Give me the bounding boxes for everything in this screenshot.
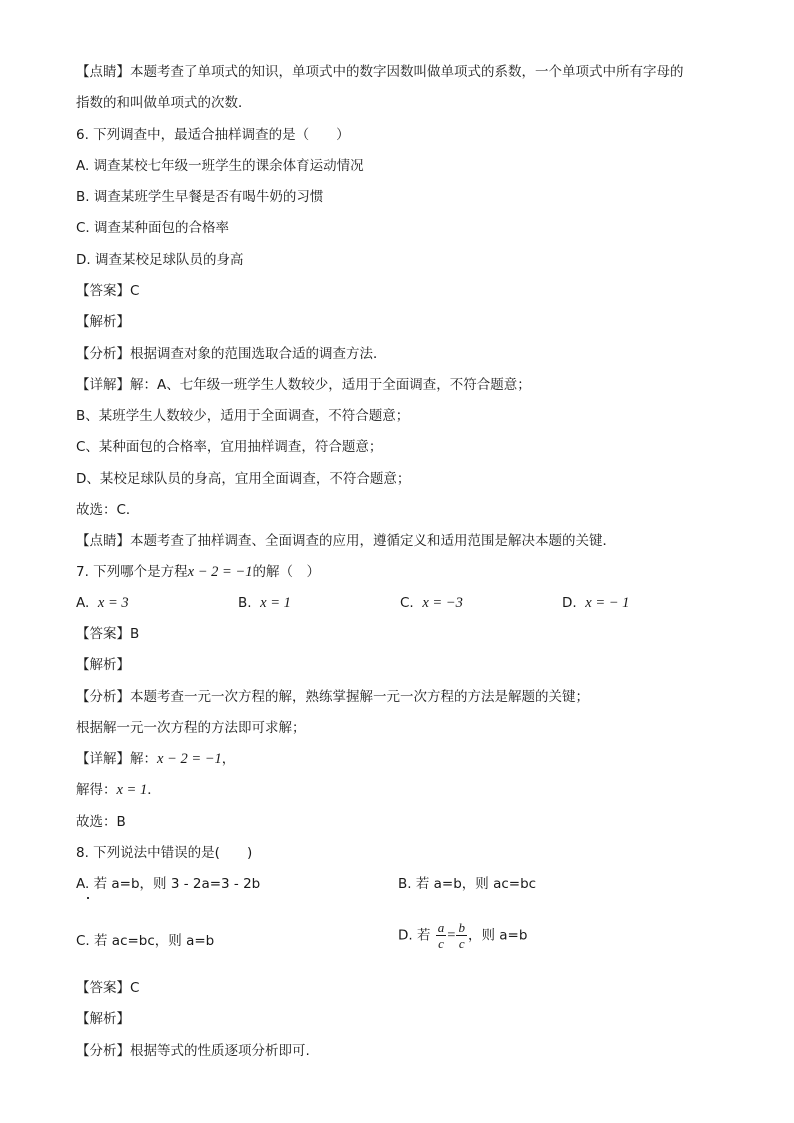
q6-guxuan: 故选：C． (76, 502, 140, 518)
q6-jiexi: 【解析】 (76, 314, 130, 330)
q6-option-d: D. 调查某校足球队员的身高 (76, 252, 244, 268)
q8-fenxi: 【分析】根据等式的性质逐项分析即可. (76, 1043, 310, 1059)
q7-option-b (238, 594, 291, 612)
q7-option-d-expr: x = − 1 (585, 595, 630, 611)
q7-guxuan: 故选：B (76, 814, 126, 830)
q7-option-d (562, 594, 629, 612)
q6-fenxi: 【分析】根据调查对象的范围选取合适的调查方法． (76, 346, 387, 362)
q7-answer: 【答案】B (76, 626, 140, 642)
q6-xiangjie: 【详解】解：A、七年级一班学生人数较少，适用于全面调查，不符合题意； (76, 377, 531, 393)
q7-jiede (76, 781, 161, 799)
q8-jiexi: 【解析】 (76, 1011, 130, 1027)
q8-option-c: C. 若 ac=bc，则 a=b (76, 933, 215, 949)
q8-option-d-equals: = (447, 927, 456, 944)
q6-option-b: B. 调查某班学生早餐是否有喝牛奶的习惯 (76, 189, 324, 205)
q7-option-c (400, 594, 463, 612)
q7-xiangjie-equation: x − 2 = −1 (157, 751, 222, 767)
q7-stem-equation: x − 2 = −1 (187, 564, 253, 580)
q8-answer: 【答案】C (76, 980, 140, 996)
q7-option-c-letter: C. (400, 595, 414, 611)
q7-jiexi: 【解析】 (76, 657, 130, 673)
q8-option-b: B. 若 a=b，则 ac=bc (398, 876, 537, 892)
q6-answer: 【答案】C (76, 283, 140, 299)
q5-dianjing-line2: 指数的和叫做单项式的次数． (76, 95, 252, 111)
q7-xiangjie-post: ， (221, 751, 236, 767)
fraction-b-denominator: c (458, 936, 465, 951)
q6-dianjing: 【点睛】本题考查了抽样调查、全面调查的应用，遵循定义和适用范围是解决本题的关键． (76, 533, 616, 549)
stray-dot (87, 897, 89, 899)
fraction-a-numerator: a (437, 920, 445, 935)
q7-option-b-letter: B. (238, 595, 252, 611)
q7-stem (76, 563, 320, 581)
q7-stem-post: 的解（ ） (252, 564, 320, 580)
q7-fenxi-2: 根据解一元一次方程的方法即可求解； (76, 720, 306, 736)
q6-stem: 6. 下列调查中，最适合抽样调查的是（ ） (76, 127, 350, 143)
q6-detail-c: C、某种面包的合格率，宜用抽样调查，符合题意； (76, 439, 383, 455)
q7-jiede-equation: x = 1 (116, 782, 148, 798)
q7-xiangjie (76, 750, 235, 768)
q6-detail-d: D、某校足球队员的身高，宜用全面调查，不符合题意； (76, 471, 411, 487)
q7-option-a-letter: A. (76, 595, 90, 611)
fraction-a-over-c (436, 920, 447, 951)
q6-detail-b: B、某班学生人数较少，适用于全面调查，不符合题意； (76, 408, 410, 424)
q7-xiangjie-pre: 【详解】解： (76, 751, 157, 767)
q7-jiede-post: ． (147, 782, 161, 798)
q7-jiede-pre: 解得： (76, 782, 117, 798)
q8-option-d-post: ，则 a=b (467, 927, 528, 944)
q8-option-d (398, 920, 527, 951)
q7-fenxi: 【分析】本题考查一元一次方程的解，熟练掌握解一元一次方程的方法是解题的关键； (76, 689, 589, 705)
q7-option-a-expr: x = 3 (97, 595, 129, 611)
fraction-b-over-c (456, 920, 467, 951)
q7-stem-pre: 7. 下列哪个是方程 (76, 564, 188, 580)
q8-stem: 8. 下列说法中错误的是( ) (76, 845, 253, 861)
q8-option-d-pre: D. 若 (398, 927, 431, 944)
q7-option-d-letter: D. (562, 595, 577, 611)
q6-option-a: A. 调查某校七年级一班学生的课余体育运动情况 (76, 158, 364, 174)
q6-option-c: C. 调查某种面包的合格率 (76, 220, 230, 236)
q7-option-a (76, 594, 129, 612)
q5-dianjing-line1: 【点睛】本题考查了单项式的知识，单项式中的数字因数叫做单项式的系数，一个单项式中所有字母的 (76, 64, 684, 80)
q7-option-b-expr: x = 1 (260, 595, 291, 611)
fraction-b-numerator: b (458, 920, 465, 935)
q8-option-a: A. 若 a=b，则 3 - 2a=3 - 2b (76, 876, 261, 892)
fraction-a-denominator: c (438, 936, 444, 951)
q7-option-c-expr: x = −3 (422, 595, 463, 611)
